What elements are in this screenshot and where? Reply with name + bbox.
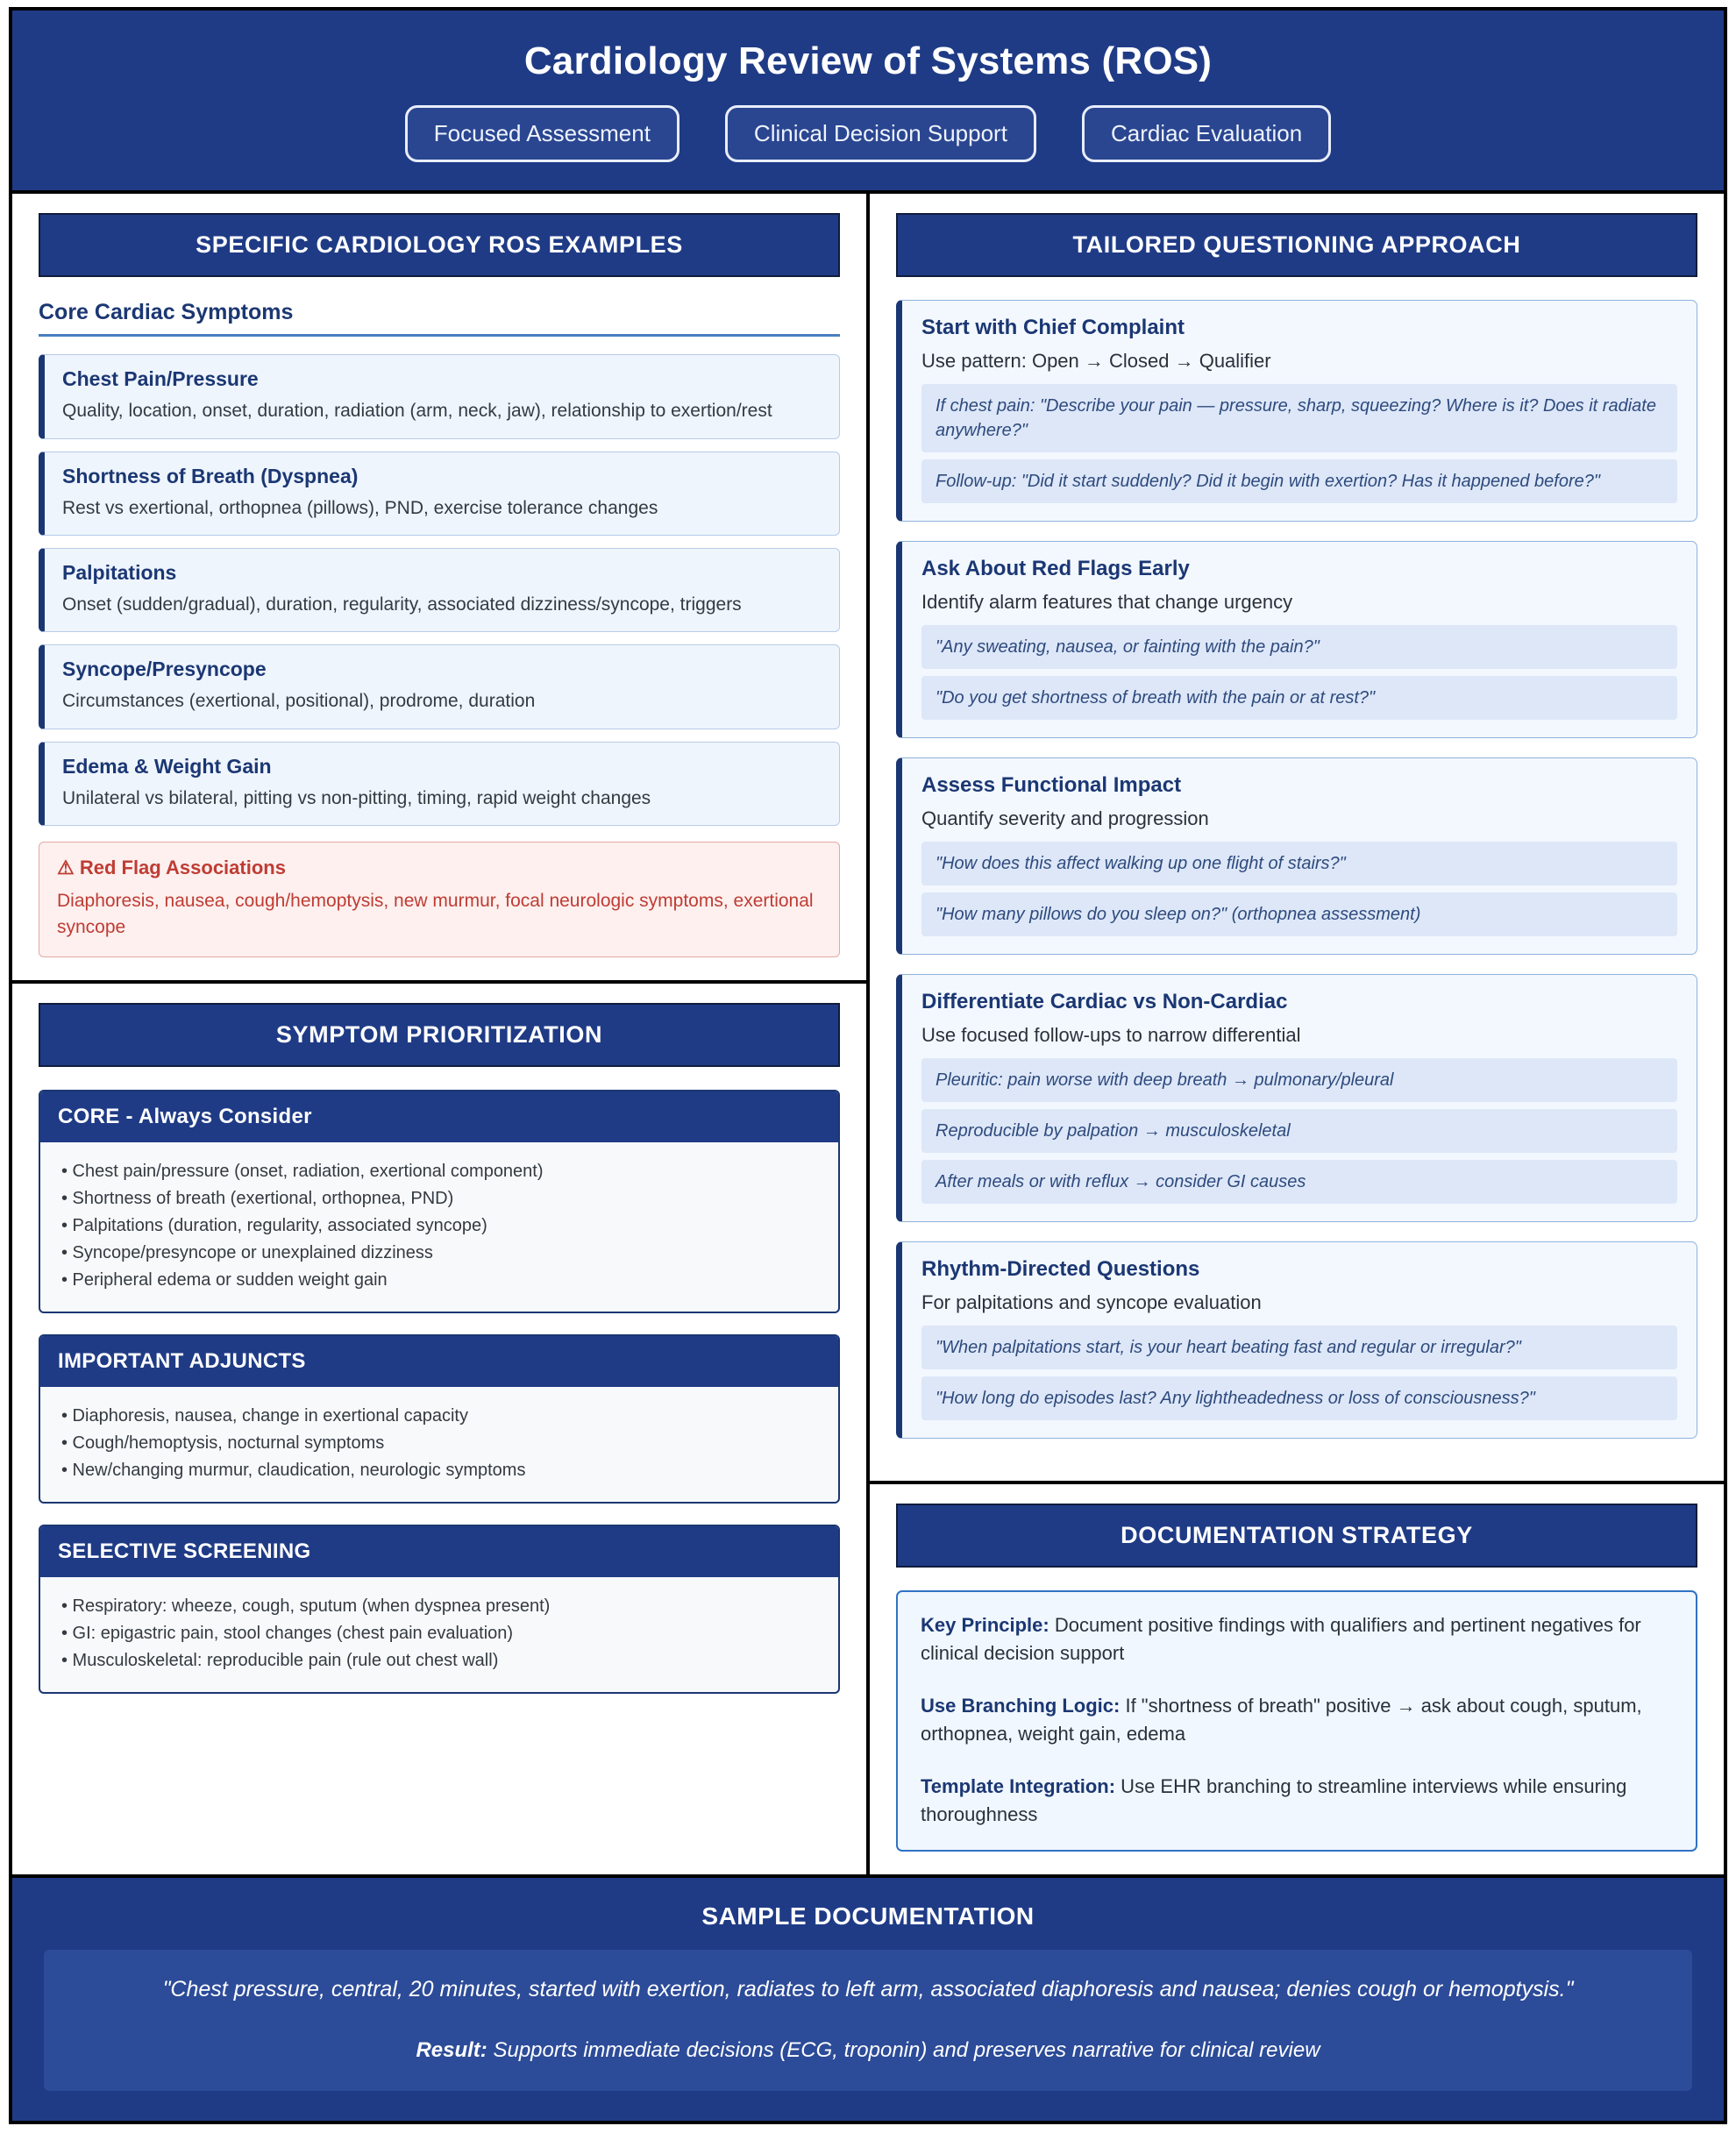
symptom-name: Chest Pain/Pressure: [62, 367, 259, 391]
question-quote: Follow-up: "Did it start suddenly? Did it begin with exertion? Has it happened before?": [921, 459, 1677, 503]
symptom-detail: Quality, location, onset, duration, radiation (arm, neck, jaw), relationship to exertion/rest: [62, 401, 772, 422]
list-item: • Shortness of breath (exertional, orthopnea, PND): [61, 1188, 454, 1208]
question-card-subtitle: Identify alarm features that change urgency: [921, 591, 1293, 614]
list-item: • Respiratory: wheeze, cough, sputum (when dyspnea present): [61, 1596, 551, 1616]
question-card[interactable]: [896, 974, 1697, 1222]
warning-triangle-icon-label: ⚠ Red Flag Associations: [57, 857, 286, 879]
documentation-text: Document positive findings with qualifiers and pertinent negatives for clinical decision support: [921, 1614, 1641, 1665]
result-text: Supports immediate decisions (ECG, troponin) and preserves narrative for clinical review: [487, 2037, 1320, 2062]
right-column: [870, 194, 1724, 1873]
page-title: Cardiology Review of Systems (ROS): [523, 39, 1213, 82]
header-chip-row: [30, 105, 1706, 162]
priority-group-body: [40, 1142, 838, 1312]
list-item: • Syncope/presyncope or unexplained dizziness: [61, 1242, 433, 1262]
documentation-text: If "shortness of breath" positive → ask about cough, sputum, orthopnea, weight gain, edema: [921, 1695, 1642, 1746]
symptom-detail: Unilateral vs bilateral, pitting vs non-pitting, timing, rapid weight changes: [62, 787, 651, 808]
panel-title-tailored-questioning: TAILORED QUESTIONING APPROACH: [896, 213, 1697, 277]
documentation-paragraph: [921, 1611, 1673, 1667]
question-quote: "Do you get shortness of breath with the pain or at rest?": [921, 676, 1677, 720]
left-column: [12, 194, 870, 1873]
symptom-card[interactable]: [39, 451, 840, 536]
sample-documentation-quote: "Chest pressure, central, 20 minutes, started with exertion, radiates to left arm, associated diaphoresis and nausea; denies cough or hemoptysis.": [162, 1976, 1574, 2001]
question-quote: "How does this affect walking up one flight of stairs?": [921, 842, 1677, 885]
question-card-subtitle: Use pattern: Open → Closed → Qualifier: [921, 350, 1271, 373]
body-grid: [12, 194, 1724, 1873]
question-card-title: Differentiate Cardiac vs Non-Cardiac: [921, 990, 1288, 1014]
question-card-title: Assess Functional Impact: [921, 773, 1182, 798]
priority-group-important-adjuncts[interactable]: [39, 1334, 840, 1504]
question-quote: Reproducible by palpation → musculoskeletal: [921, 1109, 1677, 1153]
documentation-box: [896, 1590, 1697, 1851]
question-card[interactable]: [896, 541, 1697, 738]
question-quote: Pleuritic: pain worse with deep breath → pulmonary/pleural: [921, 1058, 1677, 1102]
question-quote: "Any sweating, nausea, or fainting with the pain?": [921, 625, 1677, 669]
chip-cardiac-evaluation[interactable]: Cardiac Evaluation: [1082, 105, 1331, 162]
priority-group-heading: IMPORTANT ADJUNCTS: [40, 1336, 838, 1387]
symptom-name: Edema & Weight Gain: [62, 754, 272, 778]
documentation-paragraph: [921, 1692, 1673, 1748]
list-item: • Diaphoresis, nausea, change in exertional capacity: [61, 1405, 468, 1426]
panel-title-symptom-prioritization: SYMPTOM PRIORITIZATION: [39, 1003, 840, 1067]
list-item: • GI: epigastric pain, stool changes (chest pain evaluation): [61, 1623, 514, 1643]
panel-documentation-strategy: [870, 1484, 1724, 1873]
question-card-subtitle: Quantify severity and progression: [921, 807, 1209, 830]
documentation-paragraph: [921, 1773, 1673, 1829]
panel-sample-documentation: [12, 1874, 1724, 2121]
question-card-subtitle: For palpitations and syncope evaluation: [921, 1291, 1262, 1314]
symptom-detail: Rest vs exertional, orthopnea (pillows), PND, exercise tolerance changes: [62, 497, 658, 518]
question-quote: After meals or with reflux → consider GI causes: [921, 1160, 1677, 1204]
symptom-card[interactable]: [39, 548, 840, 632]
question-card-title: Ask About Red Flags Early: [921, 557, 1190, 581]
question-card[interactable]: [896, 1241, 1697, 1439]
footer-title: SAMPLE DOCUMENTATION: [701, 1902, 1035, 1930]
list-item: • Palpitations (duration, regularity, associated syncope): [61, 1215, 487, 1235]
panel-tailored-questioning: [870, 194, 1724, 1484]
symptom-card[interactable]: [39, 644, 840, 729]
result-lead: Result:: [416, 2037, 487, 2062]
question-quote: If chest pain: "Describe your pain — pressure, sharp, squeezing? Where is it? Does it radiate anywhere?": [921, 384, 1677, 452]
symptom-name: Shortness of Breath (Dyspnea): [62, 464, 359, 487]
question-quote: "How many pillows do you sleep on?" (orthopnea assessment): [921, 892, 1677, 936]
documentation-lead: Use Branching Logic:: [921, 1695, 1121, 1717]
question-quote: "When palpitations start, is your heart beating fast and regular or irregular?": [921, 1326, 1677, 1369]
red-flag-box: [39, 842, 840, 957]
sample-documentation-result: [70, 2038, 1666, 2063]
priority-group-core[interactable]: [39, 1090, 840, 1313]
question-card-title: Rhythm-Directed Questions: [921, 1257, 1200, 1282]
question-card-subtitle: Use focused follow-ups to narrow differential: [921, 1024, 1301, 1047]
question-quote: "How long do episodes last? Any lightheadedness or loss of consciousness?": [921, 1376, 1677, 1420]
page-header: [12, 11, 1724, 194]
documentation-lead: Key Principle:: [921, 1614, 1049, 1637]
documentation-text: Use EHR branching to streamline interviews while ensuring thoroughness: [921, 1774, 1627, 1825]
list-item: • Chest pain/pressure (onset, radiation, exertional component): [61, 1161, 544, 1181]
list-item: • Peripheral edema or sudden weight gain: [61, 1269, 388, 1290]
symptom-name: Syncope/Presyncope: [62, 658, 267, 681]
documentation-lead: Template Integration:: [921, 1774, 1116, 1797]
panel-symptom-prioritization: [12, 984, 866, 1738]
chip-clinical-decision-support[interactable]: Clinical Decision Support: [725, 105, 1036, 162]
red-flag-body: Diaphoresis, nausea, cough/hemoptysis, new murmur, focal neurologic symptoms, exertional syncope: [57, 891, 814, 937]
symptom-card[interactable]: [39, 354, 840, 438]
panel-title-documentation-strategy: DOCUMENTATION STRATEGY: [896, 1504, 1697, 1568]
question-card[interactable]: [896, 757, 1697, 955]
symptom-detail: Circumstances (exertional, positional), prodrome, duration: [62, 691, 536, 712]
panel-ros-examples: [12, 194, 866, 983]
list-item: • Cough/hemoptysis, nocturnal symptoms: [61, 1433, 385, 1453]
symptom-card[interactable]: [39, 742, 840, 826]
sample-documentation-box: [44, 1950, 1692, 2091]
question-card-title: Start with Chief Complaint: [921, 316, 1185, 340]
symptom-name: Palpitations: [62, 561, 177, 585]
priority-group-heading: CORE - Always Consider: [40, 1091, 838, 1142]
priority-group-heading: SELECTIVE SCREENING: [40, 1526, 838, 1577]
priority-group-body: [40, 1577, 838, 1692]
symptom-detail: Onset (sudden/gradual), duration, regularity, associated dizziness/syncope, triggers: [62, 594, 742, 615]
chip-focused-assessment[interactable]: Focused Assessment: [405, 105, 679, 162]
priority-group-selective-screening[interactable]: [39, 1525, 840, 1694]
list-item: • New/changing murmur, claudication, neurologic symptoms: [61, 1460, 526, 1480]
list-item: • Musculoskeletal: reproducible pain (rule out chest wall): [61, 1650, 499, 1670]
priority-group-body: [40, 1387, 838, 1502]
infographic-frame: [9, 7, 1727, 2124]
subsection-core-cardiac-symptoms: Core Cardiac Symptoms: [39, 300, 840, 337]
panel-title-ros-examples: SPECIFIC CARDIOLOGY ROS EXAMPLES: [39, 213, 840, 277]
question-card[interactable]: [896, 300, 1697, 522]
